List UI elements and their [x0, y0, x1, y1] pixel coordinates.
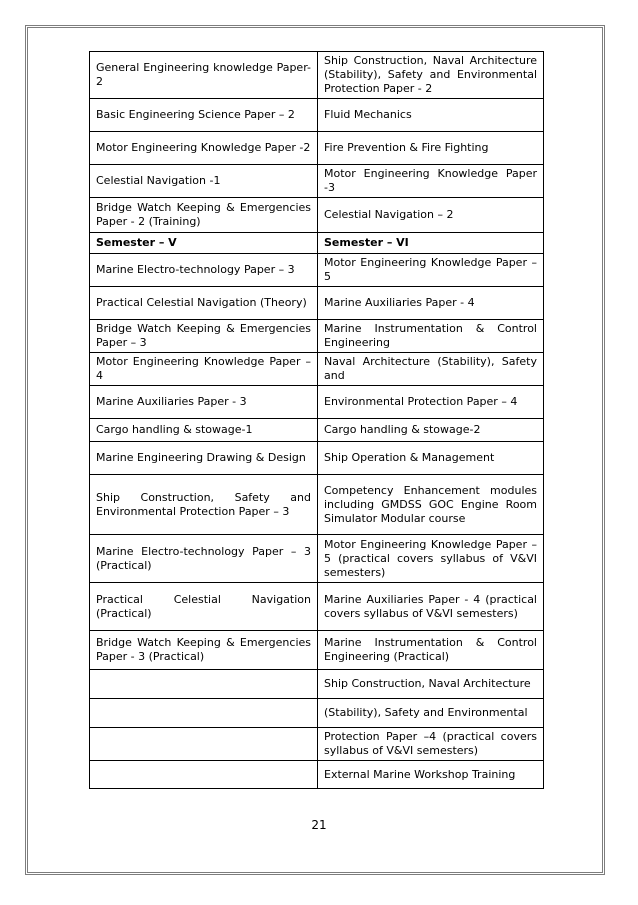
- semester-v-heading: Semester – V: [90, 233, 318, 254]
- table-cell: Marine Engineering Drawing & Design: [90, 442, 318, 475]
- semester-header-row: [90, 233, 544, 254]
- table-cell: Ship Operation & Management: [318, 442, 544, 475]
- table-cell: Practical Celestial Navigation (Practical): [90, 583, 318, 631]
- table-cell: Protection Paper –4 (practical covers syllabus of V&VI semesters): [318, 728, 544, 761]
- table-row: [90, 254, 544, 287]
- table-cell: Marine Auxiliaries Paper - 4: [318, 287, 544, 320]
- table-cell: Environmental Protection Paper – 4: [318, 386, 544, 419]
- table-row: [90, 699, 544, 728]
- curriculum-table: [89, 51, 544, 789]
- table-cell: [90, 699, 318, 728]
- table-row: [90, 761, 544, 789]
- table-row: [90, 165, 544, 198]
- table-row: [90, 320, 544, 353]
- table-row: [90, 728, 544, 761]
- table-cell: Bridge Watch Keeping & Emergencies Paper – 3: [90, 320, 318, 353]
- table-cell: Naval Architecture (Stability), Safety and: [318, 353, 544, 386]
- table-row: [90, 99, 544, 132]
- table-row: [90, 475, 544, 535]
- table-cell: General Engineering knowledge Paper-2: [90, 52, 318, 99]
- table-row: [90, 52, 544, 99]
- table-cell: Marine Instrumentation & Control Engineering (Practical): [318, 631, 544, 670]
- table-cell: Marine Electro-technology Paper – 3: [90, 254, 318, 287]
- table-cell: Practical Celestial Navigation (Theory): [90, 287, 318, 320]
- table-cell: Cargo handling & stowage-1: [90, 419, 318, 442]
- table-row: [90, 419, 544, 442]
- table-cell: Ship Construction, Naval Architecture (Stability), Safety and Environmental Protection Paper - 2: [318, 52, 544, 99]
- table-cell: Celestial Navigation -1: [90, 165, 318, 198]
- table-cell: Bridge Watch Keeping & Emergencies Paper - 3 (Practical): [90, 631, 318, 670]
- page-number: 21: [311, 818, 327, 832]
- table-cell: Fire Prevention & Fire Fighting: [318, 132, 544, 165]
- table-cell: External Marine Workshop Training: [318, 761, 544, 789]
- table-cell: Competency Enhancement modules including GMDSS GOC Engine Room Simulator Modular course: [318, 475, 544, 535]
- table-row: [90, 386, 544, 419]
- table-cell: Motor Engineering Knowledge Paper – 4: [90, 353, 318, 386]
- table-cell: Motor Engineering Knowledge Paper -3: [318, 165, 544, 198]
- table-cell: Motor Engineering Knowledge Paper – 5: [318, 254, 544, 287]
- table-cell: Bridge Watch Keeping & Emergencies Paper - 2 (Training): [90, 198, 318, 233]
- table-cell: Motor Engineering Knowledge Paper –5 (practical covers syllabus of V&VI semesters): [318, 535, 544, 583]
- table-cell: Fluid Mechanics: [318, 99, 544, 132]
- table-row: [90, 353, 544, 386]
- table-cell: Cargo handling & stowage-2: [318, 419, 544, 442]
- table-row: [90, 535, 544, 583]
- table-cell: Celestial Navigation – 2: [318, 198, 544, 233]
- table-row: [90, 132, 544, 165]
- table-cell: [90, 761, 318, 789]
- table-cell: Basic Engineering Science Paper – 2: [90, 99, 318, 132]
- table-row: [90, 583, 544, 631]
- table-row: [90, 198, 544, 233]
- table-cell: Marine Auxiliaries Paper - 3: [90, 386, 318, 419]
- table-cell: (Stability), Safety and Environmental: [318, 699, 544, 728]
- table-row: [90, 442, 544, 475]
- table-cell: [90, 728, 318, 761]
- table-row: [90, 670, 544, 699]
- table-row: [90, 631, 544, 670]
- table-cell: Marine Instrumentation & Control Engineering: [318, 320, 544, 353]
- table-cell: [90, 670, 318, 699]
- table-cell: Motor Engineering Knowledge Paper -2: [90, 132, 318, 165]
- table-cell: Marine Electro-technology Paper – 3 (Practical): [90, 535, 318, 583]
- table-cell: Ship Construction, Safety and Environmental Protection Paper – 3: [90, 475, 318, 535]
- table-cell: Marine Auxiliaries Paper - 4 (practical covers syllabus of V&VI semesters): [318, 583, 544, 631]
- table-cell: Ship Construction, Naval Architecture: [318, 670, 544, 699]
- semester-vi-heading: Semester – VI: [318, 233, 544, 254]
- table-row: [90, 287, 544, 320]
